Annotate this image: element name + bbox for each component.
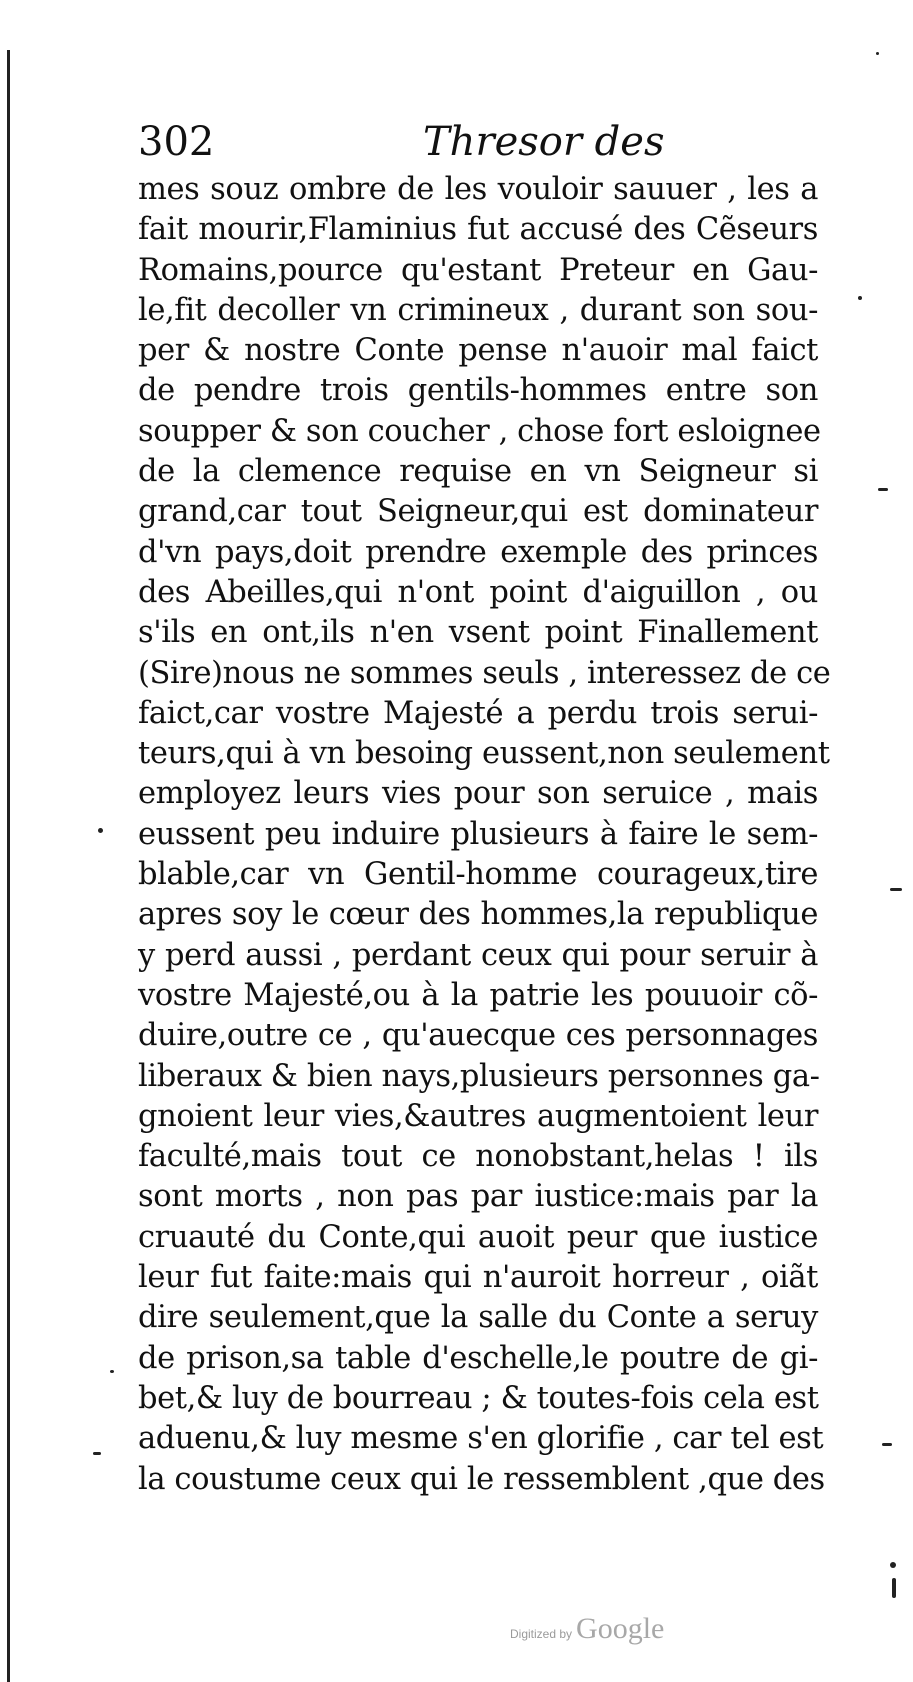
scan-speck [98, 828, 103, 833]
text-line: le,fit decoller vn crimineux , durant son sou- [138, 292, 818, 328]
text-line: de la clemence requise en vn Seigneur si [138, 454, 818, 490]
text-line: leur fut faite:mais qui n'auroit horreur , oiãt [138, 1260, 818, 1296]
scan-speck [858, 296, 862, 300]
scan-speck [892, 1578, 896, 1598]
text-line: teurs,qui à vn besoing eussent,non seulement [138, 736, 830, 772]
text-line: per & nostre Conte pense n'auoir mal faict [138, 333, 818, 369]
scan-speck [93, 1452, 101, 1455]
text-line: bet,& luy de bourreau ; & toutes-fois cela est [138, 1380, 819, 1416]
text-line: s'ils en ont,ils n'en vsent point Finallement [138, 615, 818, 651]
text-line: vostre Majesté,ou à la patrie les pouuoir cõ- [138, 977, 818, 1013]
text-line: faict,car vostre Majesté a perdu trois serui- [138, 695, 818, 731]
text-line: faculté,mais tout ce nonobstant,helas ! ils [138, 1139, 818, 1175]
running-title: Thresor des [423, 119, 665, 165]
text-line: des Abeilles,qui n'ont point d'aiguillon , ou [138, 574, 818, 610]
page-number: 302 [138, 119, 215, 165]
text-line: dire seulement,que la salle du Conte a seruy [138, 1300, 818, 1336]
scan-speck [890, 1562, 896, 1568]
scan-speck [878, 488, 888, 491]
scan-speck [890, 888, 902, 891]
digitized-by-watermark [510, 1612, 664, 1652]
text-line: soupper & son coucher , chose fort esloignee [138, 413, 821, 449]
digitized-label: Digitized by [510, 1627, 573, 1641]
text-line: grand,car tout Seigneur,qui est dominateur [138, 494, 818, 530]
binding-edge [7, 50, 10, 1682]
scan-speck [110, 1370, 114, 1373]
text-line: aduenu,& luy mesme s'en glorifie , car tel est [138, 1421, 824, 1457]
text-line: employez leurs vies pour son seruice , mais [138, 776, 818, 812]
text-line: Romains,pource qu'estant Preteur en Gau- [138, 252, 818, 288]
text-line: fait mourir,Flaminius fut accusé des Cẽseurs [138, 212, 818, 248]
text-line: mes souz ombre de les vouloir sauuer , les a [138, 172, 818, 207]
text-line: duire,outre ce , qu'auecque ces personnages [138, 1018, 818, 1054]
text-line: cruauté du Conte,qui auoit peur que iustice [138, 1219, 818, 1255]
text-line: apres soy le cœur des hommes,la republique [138, 897, 818, 933]
text-line: blable,car vn Gentil-homme courageux,tire [138, 857, 818, 893]
text-line: de prison,sa table d'eschelle,le poutre de gi- [138, 1340, 818, 1376]
text-line: y perd aussi , perdant ceux qui pour seruir à [138, 937, 818, 973]
text-line: liberaux & bien nays,plusieurs personnes ga- [138, 1058, 820, 1094]
text-line: (Sire)nous ne sommes seuls , interessez de ce [138, 655, 831, 691]
page-header [138, 118, 818, 168]
body-text [138, 170, 831, 1500]
text-line: la coustume ceux qui le ressemblent ,que des [138, 1461, 825, 1497]
text-line: sont morts , non pas par iustice:mais par la [138, 1179, 818, 1215]
scan-speck [876, 52, 879, 55]
scan-speck [882, 1443, 892, 1446]
text-line: eussent peu induire plusieurs à faire le sem- [138, 816, 818, 852]
text-line: d'vn pays,doit prendre exemple des princes [138, 534, 818, 570]
text-line: gnoient leur vies,&autres augmentoient leur [138, 1098, 818, 1134]
text-line: de pendre trois gentils-hommes entre son [138, 373, 818, 409]
google-logo: Google [576, 1612, 665, 1645]
